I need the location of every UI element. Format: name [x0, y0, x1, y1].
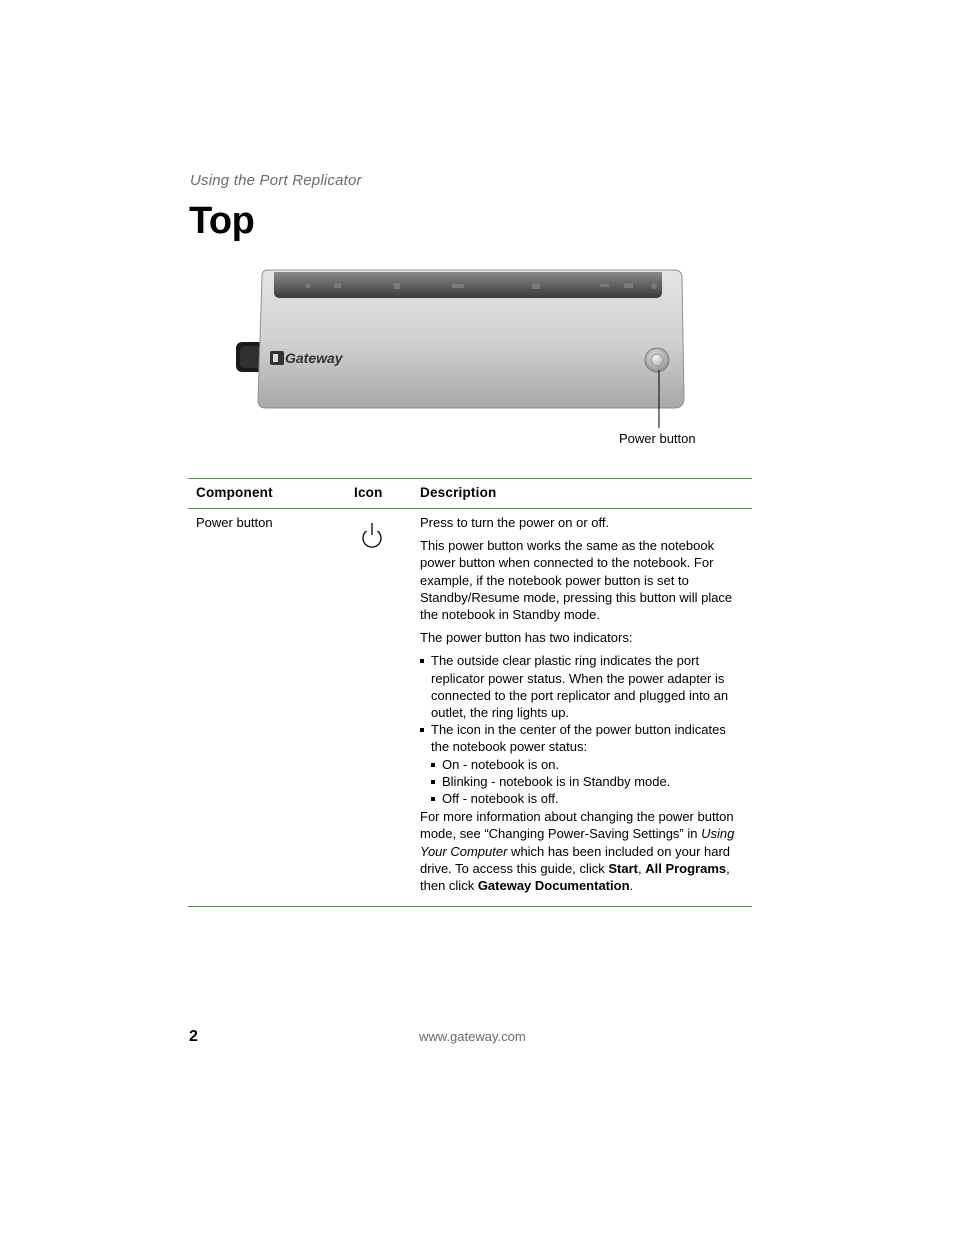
- component-table: [188, 478, 752, 907]
- footer-url: www.gateway.com: [419, 1029, 526, 1044]
- guide-title: Using Your Computer: [420, 826, 735, 859]
- punctuation: .: [629, 878, 634, 894]
- table-header-row: [188, 479, 752, 509]
- power-icon: [360, 520, 384, 550]
- start-menu-label: Start: [608, 860, 638, 876]
- header-description: Description: [412, 479, 752, 509]
- description-cell: [412, 509, 752, 907]
- device-power-button: [645, 348, 669, 372]
- svg-text:Gateway: Gateway: [285, 350, 343, 366]
- list-item: Off - notebook is off.: [431, 790, 744, 807]
- port-replicator-illustration: [236, 268, 706, 438]
- all-programs-label: All Programs: [645, 860, 727, 876]
- punctuation: ,: [637, 860, 642, 876]
- more-info-text: , then click: [420, 860, 730, 894]
- list-item: On - notebook is on.: [431, 756, 744, 773]
- list-item: Blinking - notebook is in Standby mode.: [431, 773, 744, 790]
- component-cell: Power button: [188, 509, 346, 907]
- desc-paragraph: The power button has two indicators:: [420, 630, 633, 646]
- desc-paragraph: This power button works the same as the notebook power button when connected to the notebook. For example, if the notebook power button is set to Standby/Resume mode, pressing this button will place the notebook in Standby mode.: [420, 538, 733, 623]
- indicator-list: [420, 652, 744, 807]
- header-component: Component: [188, 479, 346, 509]
- list-item: [420, 721, 744, 807]
- table-row: [188, 509, 752, 907]
- icon-cell: [346, 509, 412, 907]
- gateway-logo: [270, 350, 344, 366]
- gateway-documentation-label: Gateway Documentation: [477, 878, 630, 894]
- page-number: 2: [189, 1028, 198, 1045]
- desc-paragraph: Press to turn the power on or off.: [420, 515, 610, 530]
- status-sublist: [431, 756, 744, 808]
- more-info-paragraph: [420, 808, 744, 894]
- header-icon: Icon: [346, 479, 412, 509]
- list-item: The outside clear plastic ring indicates the port replicator power status. When the power adapter is connected to the port replicator and plugged into an outlet, the ring lights up.: [420, 652, 744, 721]
- more-info-text: which has been included on your hard drive. To access this guide, click: [420, 843, 731, 876]
- page-title: Top: [189, 200, 255, 242]
- list-item-text: The icon in the center of the power button indicates the notebook power status:: [431, 722, 726, 755]
- running-head: Using the Port Replicator: [190, 172, 362, 189]
- more-info-text: For more information about changing the power button mode, see “Changing Power-Saving Settings” in: [420, 809, 734, 842]
- power-button-callout: Power button: [619, 431, 696, 446]
